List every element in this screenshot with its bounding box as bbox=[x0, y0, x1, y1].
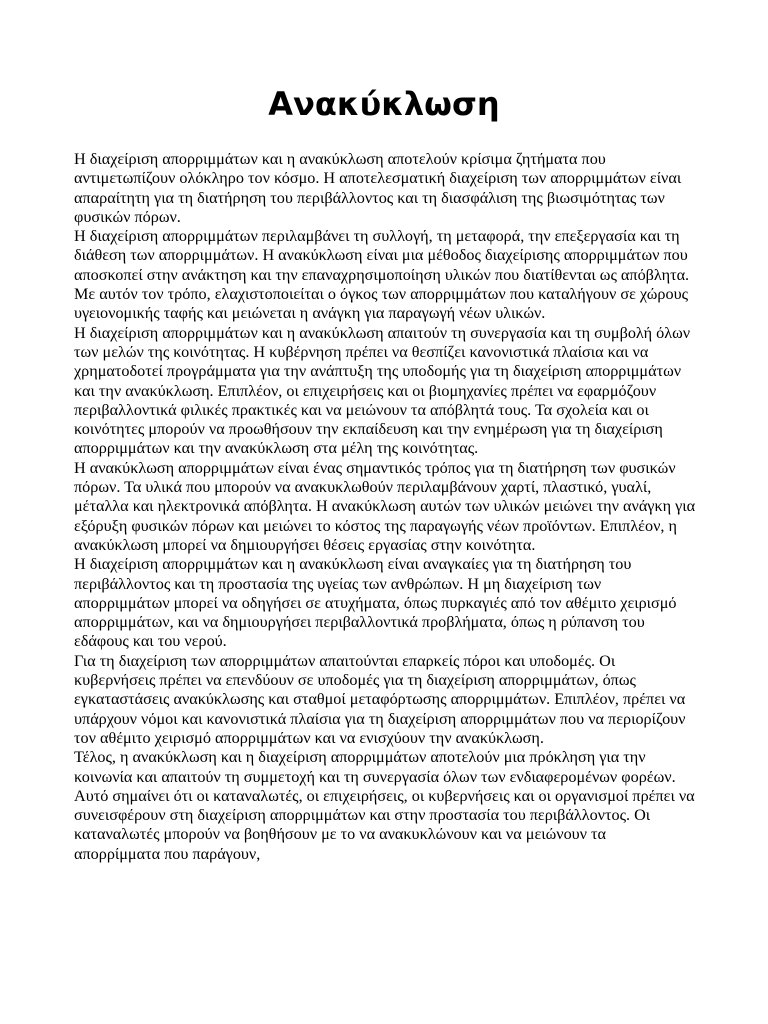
paragraph-4: Η ανακύκλωση απορριμμάτων είναι ένας σημαντικός τρόπος για τη διατήρηση των φυσικών πόρων. Τα υλικά που μπορούν να ανακυκλωθούν περιλαμβάνουν χαρτί, πλαστικό, γυαλί, μέταλλα και ηλεκτρονικά απόβλητα. Η ανακύκλωση αυτών των υλικών μειώνει την ανάγκη για εξόρυξη φυσικών πόρων και μειώνει το κόστος της παραγωγής νέων προϊόντων. Επιπλέον, η ανακύκλωση μπορεί να δημιουργήσει θέσεις εργασίας στην κοινότητα. bbox=[74, 458, 696, 554]
paragraph-6: Για τη διαχείριση των απορριμμάτων απαιτούνται επαρκείς πόροι και υποδομές. Οι κυβερνήσεις πρέπει να επενδύουν σε υποδομές για τη διαχείριση απορριμμάτων, όπως εγκαταστάσεις ανακύκλωσης και σταθμοί μεταφόρτωσης απορριμμάτων. Επιπλέον, πρέπει να υπάρχουν νόμοι και κανονιστικά πλαίσια για τη διαχείριση απορριμμάτων που να περιορίζουν τον αθέμιτο χειρισμό απορριμμάτων και να ενισχύουν την ανακύκλωση. bbox=[74, 651, 686, 747]
paragraph-3: Η διαχείριση απορριμμάτων και η ανακύκλωση απαιτούν τη συνεργασία και τη συμβολή όλων των μελών της κοινότητας. Η κυβέρνηση πρέπει να θεσπίζει κανονιστικά πλαίσια και να χρηματοδοτεί προγράμματα για την ανάπτυξη της υποδομής για τη διαχείριση απορριμμάτων και την ανακύκλωση. Επιπλέον, οι επιχειρήσεις και οι βιομηχανίες πρέπει να εφαρμόζουν περιβαλλοντικά φιλικές πρακτικές και να μειώνουν τα απόβλητά τους. Τα σχολεία και οι κοινότητες μπορούν να προωθήσουν την εκπαίδευση και την ενημέρωση για τη διαχείριση απορριμμάτων και την ανακύκλωση στα μέλη της κοινότητας. bbox=[74, 323, 691, 458]
paragraph-2: Η διαχείριση απορριμμάτων περιλαμβάνει τη συλλογή, τη μεταφορά, την επεξεργασία και τη διάθεση των απορριμμάτων. Η ανακύκλωση είναι μια μέθοδος διαχείρισης απορριμμάτων που αποσκοπεί στην ανάκτηση και την επαναχρησιμοποίηση υλικών που διατίθενται ως απόβλητα. Με αυτόν τον τρόπο, ελαχιστοποιείται ο όγκος των απορριμμάτων που καταλήγουν σε χώρους υγειονομικής ταφής και μειώνεται η ανάγκη για παραγωγή νέων υλικών. bbox=[74, 227, 690, 323]
paragraph-5: Η διαχείριση απορριμμάτων και η ανακύκλωση είναι αναγκαίες για τη διατήρηση του περιβάλλοντος και τη προστασία της υγείας των ανθρώπων. Η μη διαχείριση των απορριμμάτων μπορεί να οδηγήσει σε ατυχήματα, όπως πυρκαγιές από τον αθέμιτο χειρισμό απορριμμάτων, και να δημιουργήσει περιβαλλοντικά προβλήματα, όπως η ρύπανση του εδάφους και του νερού. bbox=[74, 555, 677, 651]
paragraph-7: Τέλος, η ανακύκλωση και η διαχείριση απορριμμάτων αποτελούν μια πρόκληση για την κοινωνία και απαιτούν τη συμμετοχή και τη συνεργασία όλων των ενδιαφερομένων φορέων. Αυτό σημαίνει ότι οι καταναλωτές, οι επιχειρήσεις, οι κυβερνήσεις και οι οργανισμοί πρέπει να συνεισφέρουν στη διαχείριση απορριμμάτων και στην προστασία του περιβάλλοντος. Οι καταναλωτές μπορούν να βοηθήσουν με το να ανακυκλώνουν και να μειώνουν τα απορρίμματα που παράγουν, bbox=[74, 748, 695, 863]
paragraph-1: Η διαχείριση απορριμμάτων και η ανακύκλωση αποτελούν κρίσιμα ζητήματα που αντιμετωπίζουν ολόκληρο τον κόσμο. Η αποτελεσματική διαχείριση των απορριμμάτων είναι απαραίτητη για τη διατήρηση του περιβάλλοντος και τη διασφάλιση της βιωσιμότητας των φυσικών πόρων. bbox=[74, 150, 682, 226]
document-title: Ανακύκλωση bbox=[268, 85, 500, 123]
document-body bbox=[74, 150, 696, 864]
